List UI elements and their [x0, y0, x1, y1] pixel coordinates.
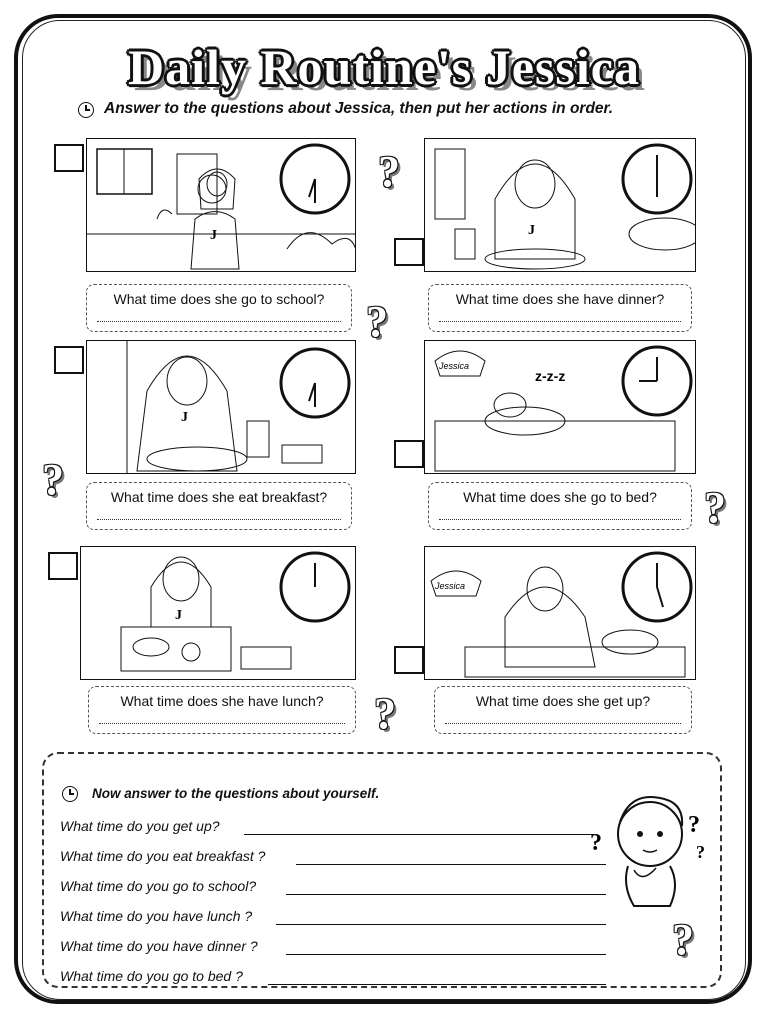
answer-box-breakfast[interactable] [86, 482, 352, 530]
clock-icon [78, 102, 94, 118]
question-mark-icon: ? [42, 455, 64, 504]
self-question-bed: What time do you go to bed ? [60, 968, 243, 984]
question-bed: What time does she go to bed? [463, 489, 657, 505]
order-checkbox-lunch[interactable] [48, 552, 78, 580]
svg-text:?: ? [590, 830, 602, 856]
worksheet-title: Daily Routine's Jessica [128, 39, 640, 95]
instruction-text: Answer to the questions about Jessica, then put her actions in order. [104, 100, 614, 117]
answer-line-dinner[interactable] [286, 954, 606, 955]
answer-line [99, 723, 345, 724]
order-checkbox-dinner[interactable] [394, 238, 424, 266]
question-school: What time does she go to school? [113, 291, 325, 307]
order-checkbox-getup[interactable] [394, 646, 424, 674]
order-checkbox-bed[interactable] [394, 440, 424, 468]
answer-box-getup[interactable] [434, 686, 692, 734]
answer-line [445, 723, 681, 724]
question-lunch: What time does she have lunch? [120, 693, 324, 709]
picture-go-to-bed [424, 340, 696, 474]
self-question-lunch: What time do you have lunch ? [60, 908, 253, 924]
answer-line [97, 321, 341, 322]
answer-box-bed[interactable] [428, 482, 692, 530]
picture-have-dinner [424, 138, 696, 272]
order-checkbox-breakfast[interactable] [54, 346, 84, 374]
svg-text:?: ? [696, 842, 705, 862]
self-question-getup: What time do you get up? [60, 818, 220, 834]
clock-icon [62, 786, 78, 802]
answer-line-lunch[interactable] [276, 924, 606, 925]
picture-get-up [424, 546, 696, 680]
self-question-school: What time do you go to school? [60, 878, 257, 894]
self-section-title: Now answer to the questions about yourself. [92, 786, 380, 801]
question-mark-icon: ? [366, 297, 388, 346]
answer-box-school[interactable] [86, 284, 352, 332]
thinking-kid-illustration [588, 784, 718, 918]
answer-line-breakfast[interactable] [296, 864, 606, 865]
question-mark-icon: ? [672, 915, 694, 964]
svg-text:J: J [210, 228, 217, 243]
question-breakfast: What time does she eat breakfast? [110, 489, 328, 505]
svg-text:J: J [528, 223, 535, 238]
hat-name-tag: Jessica [435, 581, 466, 591]
self-question-dinner: What time do you have dinner ? [60, 938, 258, 954]
question-getup: What time does she get up? [475, 693, 651, 709]
answer-line [439, 321, 681, 322]
question-mark-icon: ? [704, 483, 726, 532]
question-mark-icon: ? [378, 147, 400, 196]
answer-line-bed[interactable] [268, 984, 606, 985]
question-mark-icon: ? [374, 689, 396, 738]
answer-line-getup[interactable] [244, 834, 594, 835]
order-checkbox-school[interactable] [54, 144, 84, 172]
answer-box-dinner[interactable] [428, 284, 692, 332]
answer-line [439, 519, 681, 520]
picture-go-to-school [86, 138, 356, 272]
hat-name-tag: Jessica [439, 361, 470, 371]
self-question-breakfast: What time do you eat breakfast ? [60, 848, 266, 864]
answer-line [97, 519, 341, 520]
svg-text:J: J [175, 608, 182, 623]
answer-box-lunch[interactable] [88, 686, 356, 734]
svg-text:J: J [181, 410, 188, 425]
svg-text:?: ? [688, 812, 700, 838]
picture-have-lunch [80, 546, 356, 680]
answer-line-school[interactable] [286, 894, 606, 895]
picture-eat-breakfast [86, 340, 356, 474]
question-dinner: What time does she have dinner? [455, 291, 665, 307]
snore-text: z-z-z [535, 368, 566, 384]
